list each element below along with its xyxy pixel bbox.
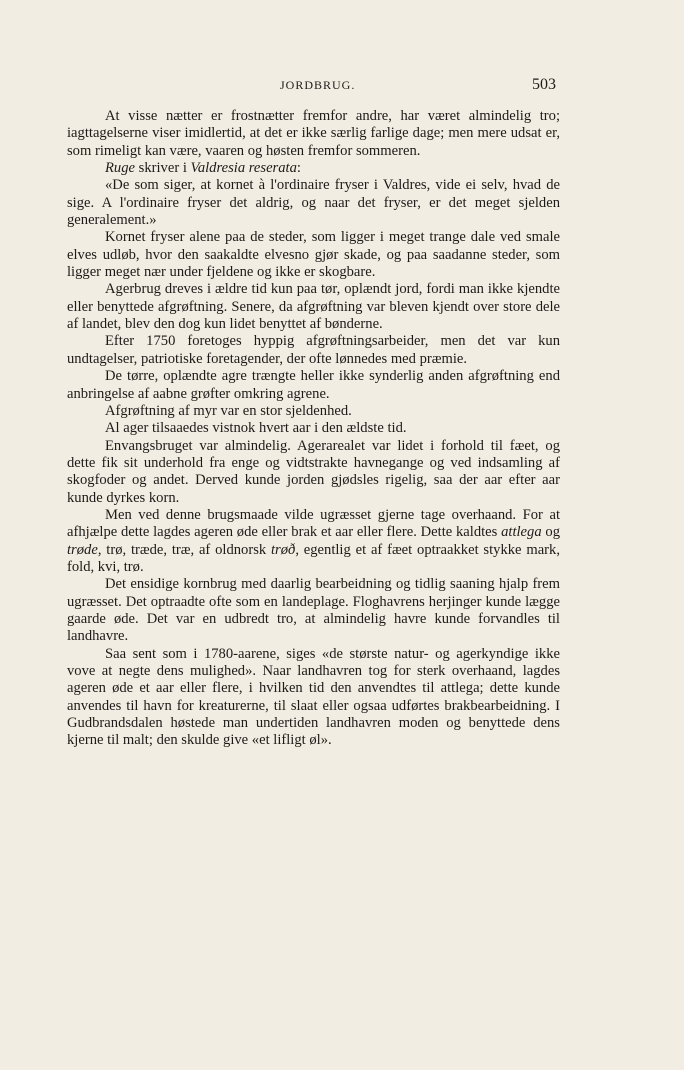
paragraph: Envangsbruget var almindelig. Agerarealet var lidet i forhold til fæet, og dette fik sit underhold fra enge og vidtstrakte havnegange og ved indsamling af skogfoder og andet. Derved kunde jorden gjødsles rigelig, saa der aar efter aar kunde dyrkes korn. — [67, 437, 560, 506]
author-name: Ruge — [105, 160, 135, 177]
term-trode: trøde — [67, 541, 98, 558]
book-title: Valdresia reserata — [190, 160, 297, 177]
running-head — [0, 78, 684, 98]
quotation: «De som siger, at kornet à l'ordinaire fryser i Valdres, vide ei selv, hvad de sige. A l'ordinaire fryser det aldrig, og naar det fryser, er det meget sjelden generalement.» — [67, 177, 560, 229]
paragraph: Det ensidige kornbrug med daarlig bearbeidning og tidlig saaning hjalp frem ugræsset. Det optraadte ofte som en landeplage. Floghavrens herjinger kunde lægge gaarde øde. Det var en udbredt tro, at almindelig havre kunde forvandles til landhavre. — [67, 576, 560, 645]
paragraph: Kornet fryser alene paa de steder, som ligger i meget trange dale ved smale elves udløb, hvor den saakaldte elvesno gjør skade, og paa saadanne steder, som ligger meget nær under fjeldene og ikke er skogbare. — [67, 229, 560, 281]
term-attlega: attlega — [501, 524, 542, 541]
paragraph: De tørre, oplændte agre trængte heller ikke synderlig anden afgrøftning end anbringelse af aabne grøfter omkring agrene. — [67, 368, 560, 402]
paragraph: Saa sent som i 1780-aarene, siges «de største natur- og agerkyndige ikke vove at negte dens mulighed». Naar landhavren tog for sterk overhaand, lagdes ageren øde et aar eller flere, i hvilken tid den anvendtes til attlega; dette kunde anvendes til havn for kreaturerne, til slaat eller ogsaa udførtes brakbearbeidning. I Gudbrandsdalen høstede man undertiden landhavren moden og benyttede dens kjerne til malt; den skulde give «et lifligt øl». — [67, 645, 560, 749]
paragraph: At visse nætter er frostnætter fremfor andre, har været almindelig tro; iagttagelserne viser imidlertid, at det er ikke særlig farlige dage; men mere udsat er, som rimeligt kan være, vaaren og høsten fremfor sommeren. — [67, 108, 560, 159]
term-trod: trøð — [270, 541, 296, 558]
paragraph: Al ager tilsaaedes vistnok hvert aar i den ældste tid. — [105, 420, 407, 437]
paragraph: Agerbrug dreves i ældre tid kun paa tør, oplændt jord, fordi man ikke kjendte eller benyttede afgrøftning. Senere, da afgrøftning var bleven kjendt over store dele af landet, blev den dog kun lidet benyttet af bønderne. — [67, 281, 560, 333]
paragraph: Men ved denne brugsmaade vilde ugræsset gjerne tage overhaand. For at afhjælpe dette lagdes ageren øde eller brak et aar eller flere. Dette kaldtes attlega og trøde, trø, træde, træ, af oldnorsk trøð, egentlig et af fæet optraakket stykke mark, fold, kvi, trø. — [67, 506, 560, 575]
paragraph: Efter 1750 foretoges hyppig afgrøftningsarbeider, men det var kun undtagelser, patriotiske foretagender, der ofte lønnedes med præmie. — [67, 333, 560, 367]
paragraph: Afgrøftning af myr var en stor sjeldenhed. — [105, 402, 352, 419]
body-text — [67, 108, 560, 750]
page-number: 503 — [532, 76, 556, 93]
running-title: JORDBRUG. — [280, 78, 356, 92]
paragraph: Ruge skriver i Valdresia reserata: — [105, 160, 301, 177]
